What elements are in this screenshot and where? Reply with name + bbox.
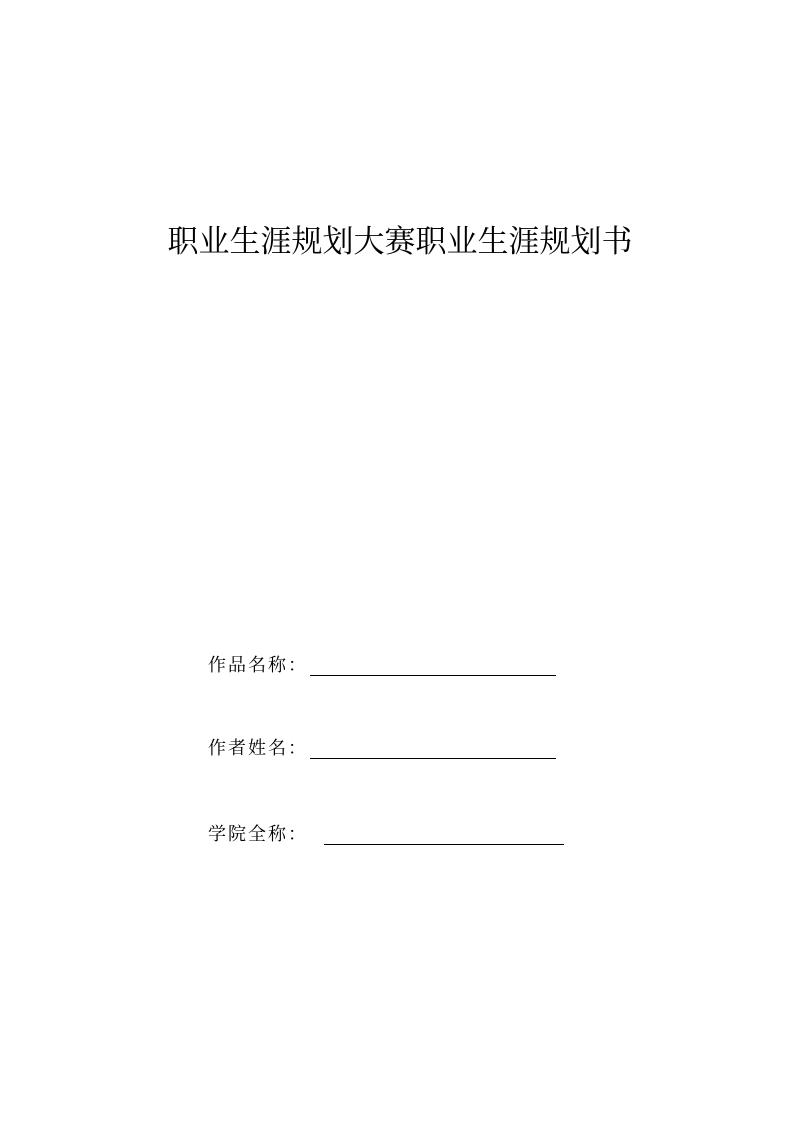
work-name-blank-line (310, 655, 556, 676)
college-name-blank-line (324, 824, 564, 845)
document-title: 职业生涯规划大赛职业生涯规划书 (167, 224, 633, 260)
college-name-label: 学院全称： (208, 824, 308, 845)
college-name-field (208, 817, 564, 847)
author-name-field (208, 731, 556, 761)
author-name-blank-line (310, 738, 556, 759)
author-name-label: 作者姓名： (208, 738, 308, 759)
work-name-field (208, 648, 556, 678)
work-name-label: 作品名称： (208, 655, 308, 676)
